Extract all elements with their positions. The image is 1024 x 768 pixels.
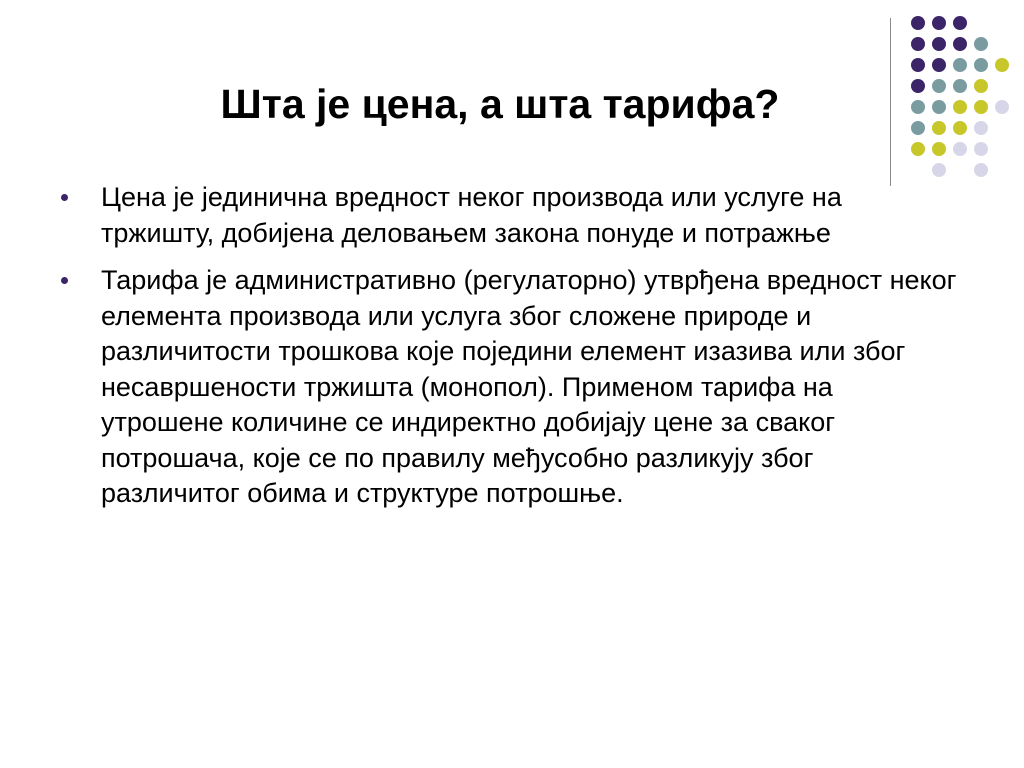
decorative-dot-icon bbox=[911, 58, 925, 72]
decorative-dot-icon bbox=[932, 79, 946, 93]
bullet-text: Цена је јединична вредност неког производа или услуге на тржишту, добијена деловањем закона понуде и потражње bbox=[101, 182, 842, 248]
decorative-dot-icon bbox=[995, 58, 1009, 72]
decorative-dot-icon bbox=[953, 16, 967, 30]
decorative-dot-icon bbox=[932, 37, 946, 51]
decorative-dot-icon bbox=[974, 79, 988, 93]
bullet-item-price bbox=[58, 180, 958, 251]
decorative-dot-icon bbox=[974, 163, 988, 177]
slide-title: Шта је цена, а шта тарифа? bbox=[220, 81, 780, 127]
decorative-dot-icon bbox=[911, 79, 925, 93]
bullet-dot-icon bbox=[61, 194, 68, 201]
bullet-dot-icon bbox=[61, 277, 68, 284]
decorative-dot-icon bbox=[953, 58, 967, 72]
bullet-item-tariff bbox=[58, 263, 958, 512]
decorative-dot-icon bbox=[953, 79, 967, 93]
decorative-dot-icon bbox=[932, 16, 946, 30]
decorative-dot-icon bbox=[974, 100, 988, 114]
decorative-dot-icon bbox=[974, 58, 988, 72]
decorative-dot-icon bbox=[953, 37, 967, 51]
decorative-dot-icon bbox=[953, 142, 967, 156]
decorative-dot-icon bbox=[932, 100, 946, 114]
decorative-dot-icon bbox=[953, 100, 967, 114]
decorative-dot-icon bbox=[974, 142, 988, 156]
decorative-dot-icon bbox=[932, 142, 946, 156]
decorative-dot-icon bbox=[911, 16, 925, 30]
decorative-dot-icon bbox=[911, 121, 925, 135]
decorative-dot-icon bbox=[911, 37, 925, 51]
divider-line bbox=[890, 18, 891, 186]
decorative-dot-icon bbox=[932, 163, 946, 177]
decorative-dot-icon bbox=[932, 58, 946, 72]
decorative-dot-icon bbox=[974, 121, 988, 135]
bullet-text: Тарифа је административно (регулаторно) утврђена вредност неког елемента производа или услуга због сложене природе и различитости трошкова које поједини елемент изазива или због несавршености тржишта (монопол). Применом тарифа на утрошене количине се индиректно добијају цене за сваког потрошача, које се по правилу међусобно разликују због различитог обима и структуре потрошње. bbox=[101, 265, 957, 508]
decorative-dot-icon bbox=[974, 37, 988, 51]
decorative-dot-icon bbox=[932, 121, 946, 135]
decorative-dot-icon bbox=[911, 142, 925, 156]
bullet-list bbox=[58, 180, 958, 524]
decorative-dot-icon bbox=[953, 121, 967, 135]
decorative-dot-icon bbox=[911, 100, 925, 114]
decorative-dot-icon bbox=[995, 100, 1009, 114]
